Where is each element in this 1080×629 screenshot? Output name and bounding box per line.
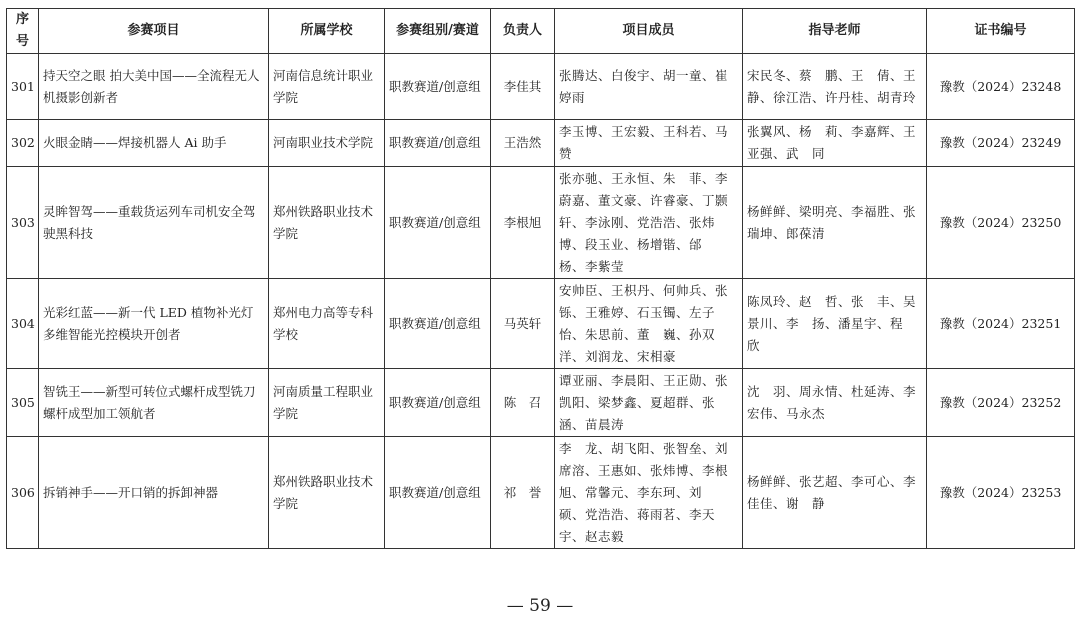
row-school: 郑州电力高等专科学校 [269, 279, 385, 369]
row-group: 职教赛道/创意组 [385, 279, 491, 369]
row-no: 306 [7, 437, 39, 549]
row-school: 郑州铁路职业技术学院 [269, 437, 385, 549]
row-members: 李玉博、王宏毅、王科若、马 赞 [555, 120, 743, 167]
row-members: 谭亚丽、李晨阳、王正勋、张凯阳、梁梦鑫、夏超群、张 涵、苗晨涛 [555, 369, 743, 437]
row-leader: 王浩然 [491, 120, 555, 167]
row-leader: 李佳其 [491, 54, 555, 120]
header-no: 序号 [7, 9, 39, 54]
row-school: 河南信息统计职业学院 [269, 54, 385, 120]
header-project: 参赛项目 [39, 9, 269, 54]
row-no: 304 [7, 279, 39, 369]
row-school: 河南质量工程职业学院 [269, 369, 385, 437]
row-no: 303 [7, 167, 39, 279]
row-members: 张腾达、白俊宇、胡一童、崔婷雨 [555, 54, 743, 120]
row-cert: 豫教（2024）23251 [927, 279, 1075, 369]
row-cert: 豫教（2024）23253 [927, 437, 1075, 549]
row-school: 河南职业技术学院 [269, 120, 385, 167]
row-advisors: 沈 羽、周永情、杜延涛、李宏伟、马永杰 [743, 369, 927, 437]
page-number: — 59 — [506, 596, 574, 616]
row-leader: 马英轩 [491, 279, 555, 369]
row-cert: 豫教（2024）23249 [927, 120, 1075, 167]
table-header-row [7, 9, 1075, 54]
table-row [7, 369, 1075, 437]
row-advisors: 杨鲜鲜、张艺超、李可心、李佳佳、谢 静 [743, 437, 927, 549]
row-members: 张亦驰、王永恒、朱 菲、李蔚嘉、董文豪、许睿豪、丁颢轩、李泳刚、党浩浩、张炜博、段玉业、杨增锴、邰 杨、李紫莹 [555, 167, 743, 279]
row-advisors: 杨鲜鲜、梁明亮、李福胜、张瑞坤、郎葆清 [743, 167, 927, 279]
row-group: 职教赛道/创意组 [385, 120, 491, 167]
row-leader: 李根旭 [491, 167, 555, 279]
row-no: 305 [7, 369, 39, 437]
row-advisors: 陈凤玲、赵 哲、张 丰、吴景川、李 扬、潘星宇、程 欣 [743, 279, 927, 369]
row-group: 职教赛道/创意组 [385, 167, 491, 279]
row-project: 火眼金睛——焊接机器人 Ai 助手 [39, 120, 269, 167]
table-row [7, 54, 1075, 120]
header-advisors: 指导老师 [743, 9, 927, 54]
header-school: 所属学校 [269, 9, 385, 54]
row-advisors: 宋民冬、蔡 鹏、王 倩、王 静、徐江浩、许丹桂、胡青玲 [743, 54, 927, 120]
header-members: 项目成员 [555, 9, 743, 54]
row-cert: 豫教（2024）23248 [927, 54, 1075, 120]
awards-table [6, 8, 1075, 549]
row-cert: 豫教（2024）23252 [927, 369, 1075, 437]
row-group: 职教赛道/创意组 [385, 369, 491, 437]
row-no: 301 [7, 54, 39, 120]
header-group: 参赛组别/赛道 [385, 9, 491, 54]
row-project: 持天空之眼 拍大美中国——全流程无人机摄影创新者 [39, 54, 269, 120]
row-leader: 陈 召 [491, 369, 555, 437]
row-cert: 豫教（2024）23250 [927, 167, 1075, 279]
header-cert: 证书编号 [927, 9, 1075, 54]
table-row [7, 167, 1075, 279]
row-advisors: 张翼风、杨 莉、李嘉辉、王亚强、武 同 [743, 120, 927, 167]
row-project: 智铣王——新型可转位式螺杆成型铣刀 螺杆成型加工领航者 [39, 369, 269, 437]
table-row [7, 279, 1075, 369]
row-project: 拆销神手——开口销的拆卸神器 [39, 437, 269, 549]
table-row [7, 120, 1075, 167]
row-project: 灵眸智驾——重载货运列车司机安全驾驶黑科技 [39, 167, 269, 279]
row-group: 职教赛道/创意组 [385, 437, 491, 549]
row-project: 光彩红蓝——新一代 LED 植物补光灯多维智能光控模块开创者 [39, 279, 269, 369]
row-members: 安帅臣、王枳丹、何帅兵、张 铄、王雅婷、石玉镯、左子怡、朱思前、董 巍、孙双洋、刘润龙、宋相豪 [555, 279, 743, 369]
row-members: 李 龙、胡飞阳、张智垒、刘席溶、王惠如、张炜博、李根旭、常馨元、李东珂、刘 硕、党浩浩、蒋雨茗、李天宇、赵志毅 [555, 437, 743, 549]
row-leader: 祁 誉 [491, 437, 555, 549]
row-school: 郑州铁路职业技术学院 [269, 167, 385, 279]
table-row [7, 437, 1075, 549]
row-group: 职教赛道/创意组 [385, 54, 491, 120]
header-leader: 负责人 [491, 9, 555, 54]
row-no: 302 [7, 120, 39, 167]
